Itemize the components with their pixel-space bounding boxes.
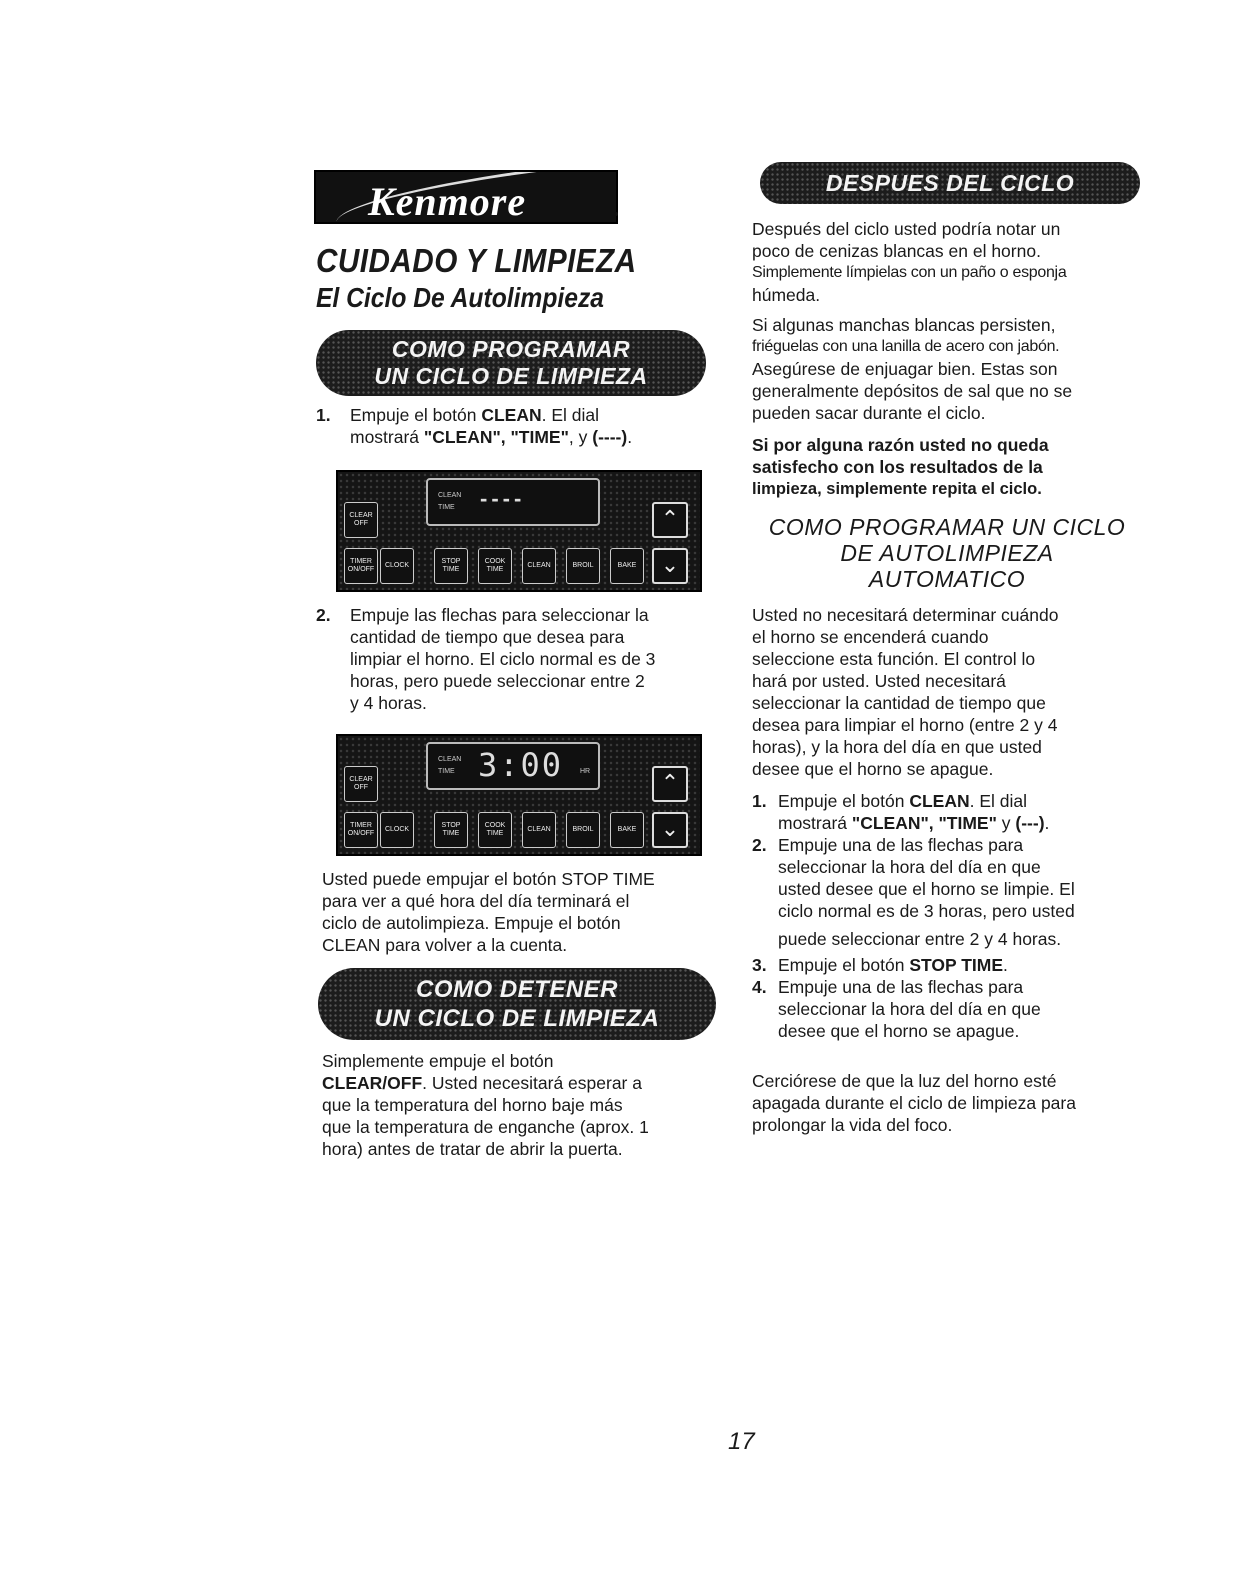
step-number: 4. <box>752 977 767 997</box>
text: Empuje el botón <box>778 791 910 811</box>
control-panel-2 <box>336 734 702 856</box>
text-line: friéguelas con una lanilla de acero con jabón. <box>752 338 1060 355</box>
step-number: 2. <box>752 835 767 855</box>
after-paragraph-1 <box>752 218 1152 306</box>
broil-button[interactable]: BROIL <box>566 812 600 848</box>
stop-time-paragraph <box>322 868 722 956</box>
text-line: hora) antes de tratar de abrir la puerta. <box>322 1139 623 1159</box>
auto-steps <box>752 790 1162 1042</box>
text: . <box>627 427 633 447</box>
step-number: 1. <box>316 405 331 425</box>
text-line: generalmente depósitos de sal que no se <box>752 381 1073 401</box>
text-line: Usted puede empujar el botón STOP TIME <box>322 869 655 889</box>
text-line: y 4 horas. <box>350 693 427 713</box>
text: . <box>1044 813 1050 833</box>
auto-intro-paragraph <box>752 604 1152 780</box>
text-line: desee que el horno se apague. <box>778 1021 1020 1041</box>
bold-text: (---) <box>1015 813 1045 833</box>
text-line: limpiar el horno. El ciclo normal es de 3 <box>350 649 656 669</box>
text-line: Simplemente empuje el botón <box>322 1051 554 1071</box>
text-line: seleccionar la hora del día en que <box>778 999 1041 1019</box>
text-line: desee que el horno se apague. <box>752 759 994 779</box>
page-number: 17 <box>728 1428 755 1455</box>
clear-off-button[interactable]: CLEAR OFF <box>344 502 378 538</box>
cook-time-button[interactable]: COOK TIME <box>478 548 512 584</box>
text-line: el horno se encenderá cuando <box>752 627 989 647</box>
text-line: Empuje una de las flechas para <box>778 835 1024 855</box>
stop-time-button[interactable]: STOP TIME <box>434 548 468 584</box>
bold-text: "CLEAN", "TIME" <box>851 813 997 833</box>
text-line: Asegúrese de enjuagar bien. Estas son <box>752 359 1058 379</box>
logo-dot <box>614 212 618 216</box>
control-panel-1 <box>336 470 702 592</box>
page-subtitle: El Ciclo De Autolimpieza <box>316 282 604 313</box>
text-line: apagada durante el ciclo de limpieza para <box>752 1093 1076 1113</box>
text: . El dial <box>541 405 600 425</box>
step-number: 2. <box>316 605 331 625</box>
after-paragraph-2 <box>752 314 1152 424</box>
text-line: Si algunas manchas blancas persisten, <box>752 315 1056 335</box>
display-label: TIME <box>438 768 455 775</box>
closing-paragraph <box>752 1070 1162 1136</box>
text: mostrará <box>778 813 852 833</box>
stop-time-button[interactable]: STOP TIME <box>434 812 468 848</box>
text-line: prolongar la vida del foco. <box>752 1115 953 1135</box>
text-line: Empuje las flechas para seleccionar la <box>350 605 649 625</box>
up-arrow-button[interactable]: ⌃ <box>652 502 688 538</box>
pill-line: COMO PROGRAMAR <box>391 336 631 362</box>
text-line: cantidad de tiempo que desea para <box>350 627 625 647</box>
text-line: satisfecho con los resultados de la <box>752 457 1043 477</box>
bold-text: CLEAN <box>481 405 542 425</box>
pill-line: COMO DETENER <box>415 976 618 1003</box>
text-line: Simplemente límpielas con un paño o esponja <box>752 264 1067 281</box>
text: mostrará <box>350 427 424 447</box>
up-arrow-button[interactable]: ⌃ <box>652 766 688 802</box>
display-value: 3:00 <box>478 746 564 784</box>
clean-button[interactable]: CLEAN <box>522 548 556 584</box>
bake-button[interactable]: BAKE <box>610 548 644 584</box>
text: . El dial <box>969 791 1028 811</box>
display-label: TIME <box>438 504 455 511</box>
bold-text: (----) <box>592 427 628 447</box>
text-line: que la temperatura del horno baje más <box>322 1095 623 1115</box>
text-line: Empuje una de las flechas para <box>778 977 1024 997</box>
text-line: usted desee que el horno se limpie. El <box>778 879 1075 899</box>
section-header-after: DESPUES DEL CICLO <box>760 162 1140 204</box>
text-line: que la temperatura de enganche (aprox. 1 <box>322 1117 649 1137</box>
step-2 <box>316 604 716 714</box>
text-line: ciclo de autolimpieza. Empuje el botón <box>322 913 621 933</box>
text-line: seleccionar la cantidad de tiempo que <box>752 693 1046 713</box>
text-line: Después del ciclo usted podría notar un <box>752 219 1061 239</box>
display-value: ---- <box>480 486 526 511</box>
display-window <box>426 742 600 790</box>
display-suffix: HR <box>580 768 591 775</box>
display-window <box>426 478 600 526</box>
text-line: Cerciórese de que la luz del horno esté <box>752 1071 1057 1091</box>
text-line: para ver a qué hora del día terminará el <box>322 891 630 911</box>
auto-clean-heading <box>752 514 1142 592</box>
timer-button[interactable]: TIMER ON/OFF <box>344 548 378 584</box>
clock-button[interactable]: CLOCK <box>380 812 414 848</box>
clear-off-button[interactable]: CLEAR OFF <box>344 766 378 802</box>
display-label: CLEAN <box>438 756 462 763</box>
bold-text: CLEAN <box>909 791 970 811</box>
text-line: poco de cenizas blancas en el horno. <box>752 241 1041 261</box>
cook-time-button[interactable]: COOK TIME <box>478 812 512 848</box>
heading-line: DE AUTOLIMPIEZA <box>840 540 1054 566</box>
text-line: Usted no necesitará determinar cuándo <box>752 605 1059 625</box>
step-1 <box>316 404 716 448</box>
timer-button[interactable]: TIMER ON/OFF <box>344 812 378 848</box>
bold-warning-paragraph <box>752 434 1152 500</box>
clock-button[interactable]: CLOCK <box>380 548 414 584</box>
page-title: CUIDADO Y LIMPIEZA <box>316 242 637 279</box>
text: Empuje el botón <box>778 955 910 975</box>
section-header-stop <box>318 968 716 1040</box>
down-arrow-button[interactable]: ⌄ <box>652 548 688 584</box>
pill-line: UN CICLO DE LIMPIEZA <box>374 363 648 389</box>
heading-line: AUTOMATICO <box>868 566 1026 592</box>
display-label: CLEAN <box>438 492 462 499</box>
step-number: 1. <box>752 791 767 811</box>
bold-text: CLEAR/OFF <box>322 1073 423 1093</box>
stop-paragraph <box>322 1050 732 1160</box>
logo-text: Kenmore <box>368 179 527 224</box>
text-line: horas), y la hora del día en que usted <box>752 737 1042 757</box>
broil-button[interactable]: BROIL <box>566 548 600 584</box>
bold-text: "CLEAN", "TIME" <box>423 427 569 447</box>
text-line: CLEAN para volver a la cuenta. <box>322 935 568 955</box>
text-line: ciclo normal es de 3 horas, pero usted <box>778 901 1075 921</box>
kenmore-logo <box>314 170 618 224</box>
bold-text: STOP TIME <box>909 955 1004 975</box>
text-line: puede seleccionar entre 2 y 4 horas. <box>778 929 1062 949</box>
down-arrow-button[interactable]: ⌄ <box>652 812 688 848</box>
text: . Usted necesitará esperar a <box>422 1073 642 1093</box>
heading-line: COMO PROGRAMAR UN CICLO <box>768 514 1126 540</box>
text-line: húmeda. <box>752 285 821 305</box>
section-header-program <box>316 330 706 396</box>
text-line: seleccionar la hora del día en que <box>778 857 1041 877</box>
text-line: desea para limpiar el horno (entre 2 y 4 <box>752 715 1058 735</box>
clean-button[interactable]: CLEAN <box>522 812 556 848</box>
text: Empuje el botón <box>350 405 482 425</box>
bake-button[interactable]: BAKE <box>610 812 644 848</box>
text: . <box>1003 955 1008 975</box>
text-line: pueden sacar durante el ciclo. <box>752 403 986 423</box>
pill-line: UN CICLO DE LIMPIEZA <box>374 1005 660 1032</box>
text-line: hará por usted. Usted necesitará <box>752 671 1006 691</box>
text-line: Si por alguna razón usted no queda <box>752 435 1049 455</box>
step-number: 3. <box>752 955 767 975</box>
text-line: limpieza, simplemente repita el ciclo. <box>752 480 1042 498</box>
text-line: seleccione esta función. El control lo <box>752 649 1036 669</box>
text-line: horas, pero puede seleccionar entre 2 <box>350 671 645 691</box>
text: y <box>996 813 1016 833</box>
text: , y <box>568 427 593 447</box>
